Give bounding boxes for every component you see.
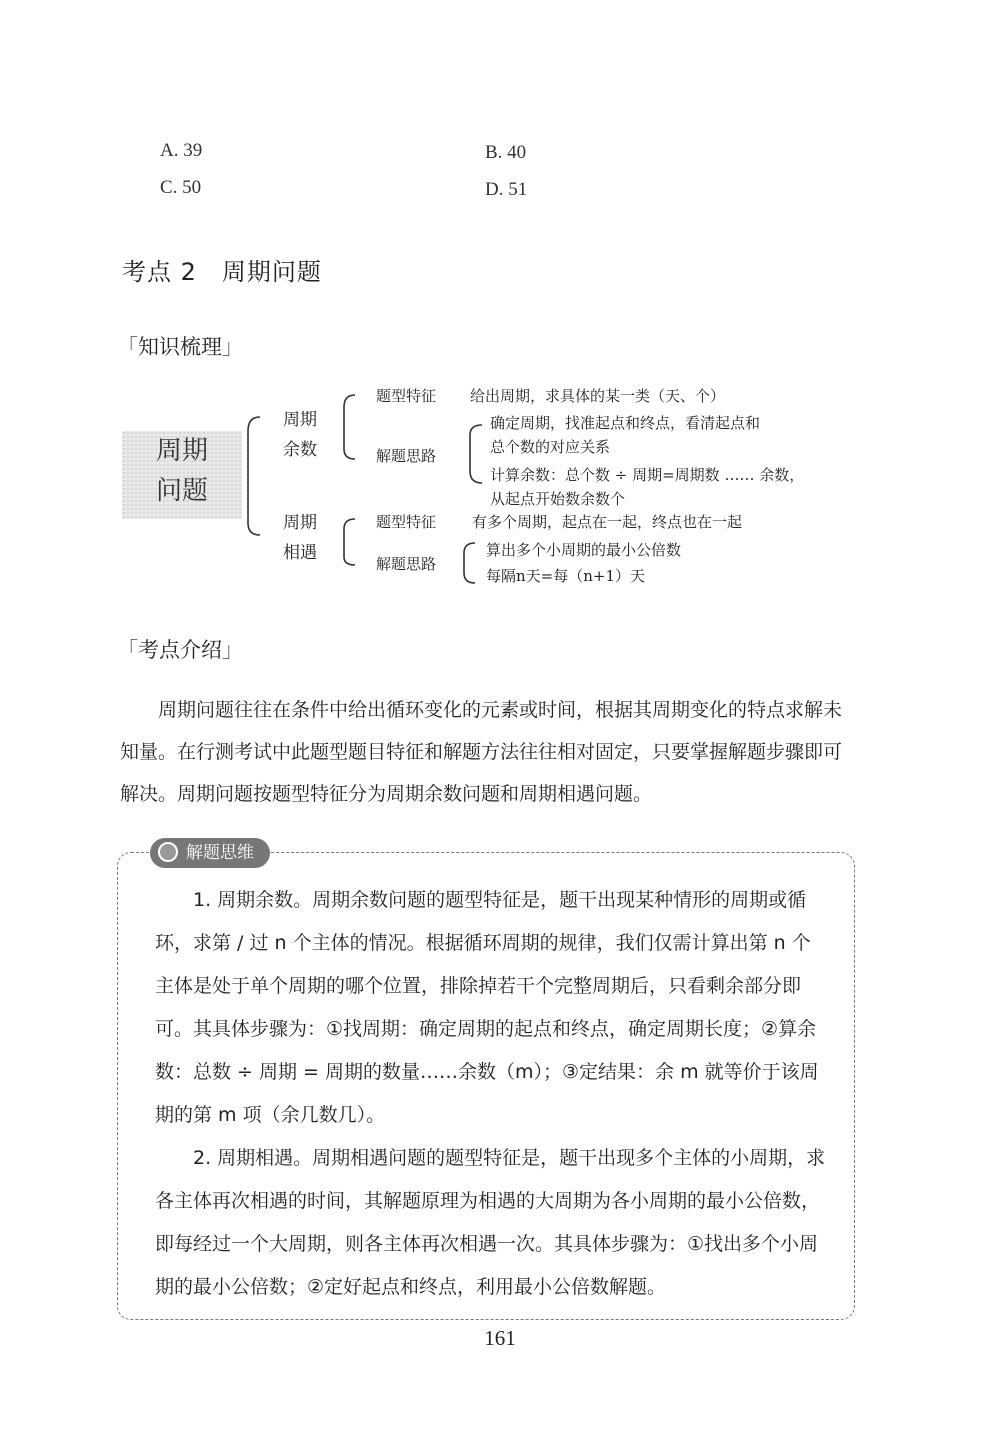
tip-box-badge: [150, 838, 270, 868]
branch2-approach-label: 解题思路: [376, 555, 437, 573]
branch2-label-line1: 周期: [283, 513, 317, 533]
branch1-approach-item-2-line2: 从起点开始数余数个: [490, 490, 626, 508]
lightbulb-icon: [158, 842, 178, 862]
branch1-approach-item-1: [490, 411, 760, 459]
mindmap-root-line1: 周期: [155, 436, 208, 466]
tip-paragraph-2: 2. 周期相遇。周期相遇问题的题型特征是，题干出现多个主体的小周期，求各主体再次相遇的时间，其解题原理为相遇的大周期为各小周期的最小公倍数，即每经过一个大周期，则各主体再次相遇一次。其具体步骤为：①找出多个小周期的最小公倍数；②定好起点和终点，利用最小公倍数解题。: [155, 1147, 826, 1298]
branch2-label-line2: 相遇: [283, 543, 317, 563]
root-bracket: [248, 417, 260, 535]
mindmap-root: [122, 431, 242, 519]
option-b: B. 40: [485, 142, 527, 163]
mindmap-root-line2: 问题: [155, 476, 208, 506]
tip-paragraph-1: 1. 周期余数。周期余数问题的题型特征是，题干出现某种情形的周期或循环，求第 / 过 n 个主体的情况。根据循环周期的规律，我们仅需计算出第 n 个主体是处于单个周期的哪个位置，排除掉若干个完整周期后，只看剩余部分即可。其具体步骤为：①找周期：确定周期的起点和终点，确定周期长度；②算余数：总数 ÷ 周期 = 周期的数量……余数（m）；③定结果：余 m 就等价于该周期的第 m 项（余几数几）。: [155, 889, 819, 1126]
option-a: A. 39: [160, 140, 203, 161]
intro-heading-text: 考点介绍: [138, 638, 222, 662]
branch2-feature-label: 题型特征: [376, 513, 437, 531]
branch1-approach-label: 解题思路: [376, 447, 437, 465]
branch1-label-line2: 余数: [283, 440, 317, 460]
knowledge-heading: 「知识梳理」: [117, 335, 243, 359]
branch1-feature-label: 题型特征: [376, 387, 437, 405]
branch1-feature-text: 给出周期，求具体的某一类（天、个）: [470, 387, 726, 405]
branch1-approach-item-2: [490, 463, 804, 511]
page-number: 161: [484, 1326, 516, 1350]
mindmap: [120, 375, 880, 595]
branch2-approach-item-1: 算出多个小周期的最小公倍数: [486, 541, 682, 559]
branch1-approach-item-2-line1: 计算余数：总个数 ÷ 周期=周期数 …… 余数，: [490, 466, 805, 484]
branch1-approach-item-1-line1: 确定周期，找准起点和终点，看清起点和: [490, 414, 761, 432]
option-d: D. 51: [485, 179, 528, 200]
intro-heading: 「考点介绍」: [117, 638, 243, 662]
branch2-feature-text: 有多个周期，起点在一起，终点也在一起: [472, 513, 743, 531]
section-title: 考点 2 周期问题: [122, 258, 322, 286]
option-c: C. 50: [160, 177, 202, 198]
branch2-bracket: [344, 519, 355, 565]
knowledge-heading-text: 知识梳理: [138, 335, 222, 359]
tip-box-content: [155, 879, 827, 1309]
branch1-label: [283, 405, 317, 465]
tip-box-badge-label: 解题思维: [186, 843, 254, 863]
branch1-bracket: [344, 395, 355, 459]
branch1-approach-bracket: [470, 425, 482, 483]
intro-paragraph-text: 周期问题往往在条件中给出循环变化的元素或时间，根据其周期变化的特点求解未知量。在行测考试中此题型题目特征和解题方法往往相对固定，只要掌握解题步骤即可解决。周期问题按题型特征分为周期余数问题和周期相遇问题。: [120, 699, 843, 805]
branch1-approach-item-1-line2: 总个数的对应关系: [490, 438, 611, 456]
branch1-label-line1: 周期: [283, 410, 317, 430]
branch2-approach-bracket: [464, 543, 475, 583]
intro-paragraph: [120, 689, 860, 815]
branch2-label: [283, 508, 317, 568]
branch2-approach-item-2: 每隔n天=每（n+1）天: [486, 567, 646, 585]
